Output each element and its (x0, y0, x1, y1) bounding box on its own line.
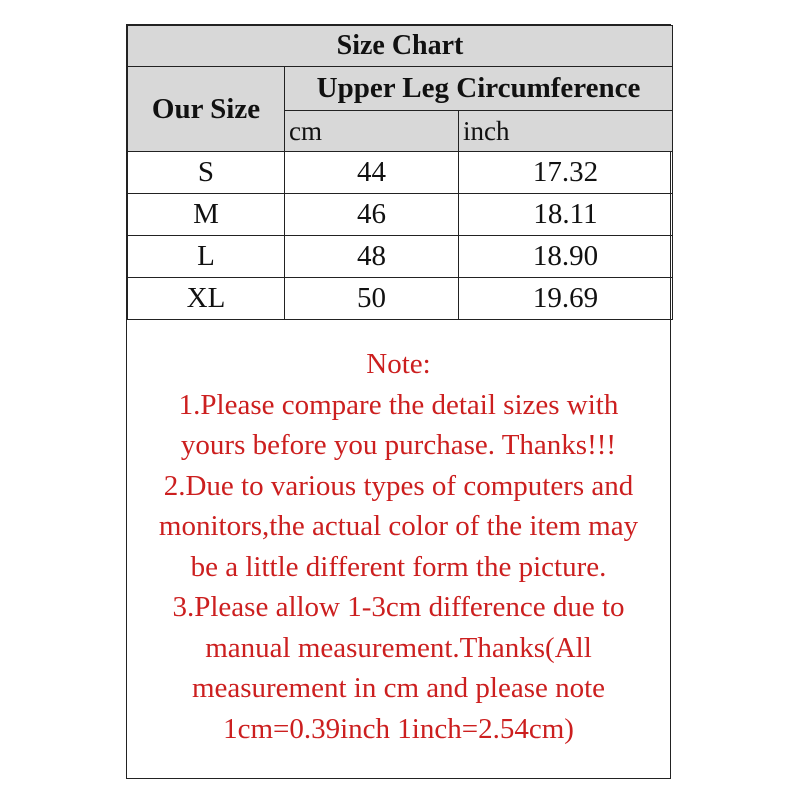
size-cell: S (128, 152, 285, 194)
note-heading: Note: (366, 348, 431, 380)
size-cell: L (128, 236, 285, 278)
cm-cell: 44 (285, 152, 459, 194)
header-row (128, 67, 673, 111)
unit-inch-header: inch (459, 111, 673, 152)
cm-cell: 46 (285, 194, 459, 236)
size-cell: M (128, 194, 285, 236)
measurement-header: Upper Leg Circumference (285, 67, 673, 111)
cm-cell: 50 (285, 278, 459, 320)
size-table (127, 25, 673, 320)
inch-cell: 18.11 (459, 194, 673, 236)
note-line: yours before you purchase. Thanks!!! (180, 429, 617, 461)
note-line: monitors,the actual color of the item may (158, 510, 639, 542)
size-cell: XL (128, 278, 285, 320)
inch-cell: 17.32 (459, 152, 673, 194)
note-line: 3.Please allow 1-3cm difference due to (172, 591, 625, 623)
table-row (128, 194, 673, 236)
note-block (127, 321, 670, 778)
table-title: Size Chart (128, 26, 673, 67)
note-line: 1.Please compare the detail sizes with (178, 388, 619, 421)
note-line: measurement in cm and please note (191, 672, 606, 704)
table-row (128, 278, 673, 320)
cm-cell: 48 (285, 236, 459, 278)
size-chart-sheet (126, 24, 671, 779)
inch-cell: 19.69 (459, 278, 673, 320)
note-line: 2.Due to various types of computers and (163, 469, 634, 502)
unit-cm-header: cm (285, 111, 459, 152)
note-line: manual measurement.Thanks(All (205, 631, 592, 664)
table-row (128, 236, 673, 278)
our-size-header: Our Size (128, 67, 285, 152)
title-row (128, 26, 673, 67)
inch-cell: 18.90 (459, 236, 673, 278)
note-line: be a little different form the picture. (190, 550, 607, 583)
note-line: 1cm=0.39inch 1inch=2.54cm) (223, 712, 574, 745)
table-row (128, 152, 673, 194)
